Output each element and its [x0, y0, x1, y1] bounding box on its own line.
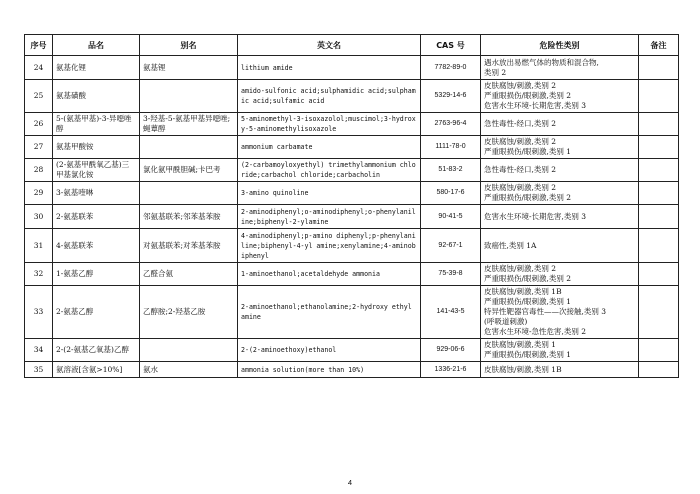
table-row [25, 286, 679, 339]
hazard-class-line: 遇水放出易燃气体的物质和混合物, [484, 57, 599, 67]
cas-cell: 929-06-6 [421, 339, 481, 362]
table-row [25, 113, 679, 136]
header-cas: CAS 号 [421, 35, 481, 56]
serial-cell: 33 [25, 286, 53, 339]
hazard-class-cell [481, 263, 639, 286]
alias-cell: 乙醛合氨 [140, 263, 238, 286]
chemicals-table [24, 34, 679, 378]
english-name-cell: (2-carbamoyloxyethyl) trimethylammonium chloride;carbachol chloride;carbacholin [238, 159, 421, 182]
hazard-class-line: 致癌性,类别 1A [484, 240, 537, 250]
name-cell: 2-氨基联苯 [53, 205, 140, 229]
name-cell: 氨基磺酸 [53, 80, 140, 113]
hazard-class-cell [481, 286, 639, 339]
cas-cell: 580-17-6 [421, 182, 481, 205]
table-row [25, 229, 679, 263]
hazard-class-line: 危害水生环境-急性危害,类别 2 [484, 327, 587, 336]
alias-cell: 对氨基联苯;对苯基苯胺 [140, 229, 238, 263]
serial-cell: 27 [25, 136, 53, 159]
hazard-class-line: 急性毒性-经口,类别 2 [484, 165, 557, 174]
name-cell: 3-氨基喹啉 [53, 182, 140, 205]
note-cell [639, 339, 679, 362]
english-name-cell: 2-(2-aminoethoxy)ethanol [238, 339, 421, 362]
table-row [25, 182, 679, 205]
cas-cell: 1111-78-0 [421, 136, 481, 159]
name-cell: 1-氨基乙醇 [53, 263, 140, 286]
cas-cell: 7782-89-0 [421, 56, 481, 80]
hazard-class-line: 皮肤腐蚀/刺激,类别 2 [484, 264, 557, 273]
english-name-cell: 1-aminoethanol;acetaldehyde ammonia [238, 263, 421, 286]
serial-cell: 24 [25, 56, 53, 80]
hazard-class-line: 特异性靶器官毒性——次接触,类别 3 [484, 307, 607, 316]
name-cell: 氨溶液[含氨>10%] [53, 362, 140, 378]
hazard-class-cell [481, 339, 639, 362]
note-cell [639, 286, 679, 339]
cas-cell: 75-39-8 [421, 263, 481, 286]
header-note: 备注 [639, 35, 679, 56]
alias-cell: 邻氨基联苯;邻苯基苯胺 [140, 205, 238, 229]
note-cell [639, 159, 679, 182]
alias-cell [140, 182, 238, 205]
hazard-class-line: (呼吸道刺激) [484, 317, 528, 326]
alias-cell: 氨水 [140, 362, 238, 378]
hazard-class-line: 严重眼损伤/眼刺激,类别 1 [484, 350, 572, 359]
hazard-class-line: 严重眼损伤/眼刺激,类别 2 [484, 274, 572, 283]
serial-cell: 29 [25, 182, 53, 205]
hazard-class-cell [481, 182, 639, 205]
note-cell [639, 113, 679, 136]
table-row [25, 56, 679, 80]
note-cell [639, 263, 679, 286]
name-cell: (2-氨基甲酰氧乙基)三甲基氯化铵 [53, 159, 140, 182]
note-cell [639, 56, 679, 80]
header-alias: 别名 [140, 35, 238, 56]
note-cell [639, 362, 679, 378]
alias-cell [140, 339, 238, 362]
english-name-cell: 3-amino quinoline [238, 182, 421, 205]
hazard-class-line: 急性毒性-经口,类别 2 [484, 119, 557, 128]
page-number: 4 [347, 478, 353, 487]
cas-cell: 141-43-5 [421, 286, 481, 339]
hazard-class-cell [481, 136, 639, 159]
alias-cell [140, 136, 238, 159]
name-cell: 氨基化锂 [53, 56, 140, 80]
hazard-class-line: 严重眼损伤/眼刺激,类别 2 [484, 193, 572, 202]
hazard-class-line: 严重眼损伤/眼刺激,类别 1 [484, 297, 572, 306]
table-row [25, 80, 679, 113]
hazard-class-cell [481, 80, 639, 113]
english-name-cell: lithium amide [238, 56, 421, 80]
hazard-class-line: 类别 2 [484, 67, 507, 77]
hazard-class-line: 皮肤腐蚀/刺激,类别 1B [484, 364, 562, 374]
hazard-class-line: 皮肤腐蚀/刺激,类别 1 [484, 340, 557, 349]
note-cell [639, 182, 679, 205]
table-row [25, 263, 679, 286]
serial-cell: 25 [25, 80, 53, 113]
serial-cell: 26 [25, 113, 53, 136]
hazard-class-cell [481, 229, 639, 263]
hazard-class-cell [481, 159, 639, 182]
alias-cell: 乙醇胺;2-羟基乙胺 [140, 286, 238, 339]
serial-cell: 31 [25, 229, 53, 263]
hazard-chemicals-table-page [24, 34, 678, 378]
header-english-name: 英文名 [238, 35, 421, 56]
hazard-class-cell [481, 205, 639, 229]
hazard-class-line: 皮肤腐蚀/刺激,类别 2 [484, 81, 557, 90]
table-row [25, 362, 679, 378]
name-cell: 2-(2-氨基乙氧基)乙醇 [53, 339, 140, 362]
english-name-cell: 5-aminomethyl-3-isoxazolol;muscimol;3-hydroxy-5-aminomethylisoxazole [238, 113, 421, 136]
alias-cell [140, 80, 238, 113]
english-name-cell: 2-aminoethanol;ethanolamine;2-hydroxy ethyl amine [238, 286, 421, 339]
name-cell: 4-氨基联苯 [53, 229, 140, 263]
cas-cell: 51-83-2 [421, 159, 481, 182]
table-row [25, 205, 679, 229]
alias-cell: 3-羟基-5-氨基甲基异噁唑;蝇蕈醇 [140, 113, 238, 136]
name-cell: 5-(氨基甲基)-3-异噁唑醇 [53, 113, 140, 136]
name-cell: 2-氨基乙醇 [53, 286, 140, 339]
table-row [25, 136, 679, 159]
cas-cell: 92-67-1 [421, 229, 481, 263]
serial-cell: 35 [25, 362, 53, 378]
hazard-class-cell [481, 56, 639, 80]
alias-cell: 氯化氨甲酰胆碱;卡巴考 [140, 159, 238, 182]
header-serial: 序号 [25, 35, 53, 56]
serial-cell: 28 [25, 159, 53, 182]
name-cell: 氨基甲酸铵 [53, 136, 140, 159]
note-cell [639, 80, 679, 113]
header-name: 品名 [53, 35, 140, 56]
table-row [25, 339, 679, 362]
cas-cell: 2763-96-4 [421, 113, 481, 136]
cas-cell: 5329-14-6 [421, 80, 481, 113]
hazard-class-cell [481, 362, 639, 378]
note-cell [639, 136, 679, 159]
hazard-class-cell [481, 113, 639, 136]
hazard-class-line: 危害水生环境-长期危害,类别 3 [484, 211, 587, 221]
table-row [25, 159, 679, 182]
table-header-row [25, 35, 679, 56]
hazard-class-line: 严重眼损伤/眼刺激,类别 1 [484, 147, 572, 156]
serial-cell: 30 [25, 205, 53, 229]
alias-cell: 氨基锂 [140, 56, 238, 80]
note-cell [639, 205, 679, 229]
english-name-cell: 2-aminodiphenyl;o-aminodiphenyl;o-phenylaniline;biphenyl-2-ylamine [238, 205, 421, 229]
cas-cell: 90-41-5 [421, 205, 481, 229]
english-name-cell: amido-sulfonic acid;sulphamidic acid;sulphamic acid;sulfamic acid [238, 80, 421, 113]
note-cell [639, 229, 679, 263]
serial-cell: 34 [25, 339, 53, 362]
hazard-class-line: 危害水生环境-长期危害,类别 3 [484, 101, 587, 110]
serial-cell: 32 [25, 263, 53, 286]
english-name-cell: 4-aminodiphenyl;p-amino diphenyl;p-phenylaniline;biphenyl-4-yl amine;xenylamine;4-aminobiphenyl [238, 229, 421, 263]
hazard-class-line: 严重眼损伤/眼刺激,类别 2 [484, 91, 572, 100]
hazard-class-line: 皮肤腐蚀/刺激,类别 2 [484, 137, 557, 146]
cas-cell: 1336-21-6 [421, 362, 481, 378]
hazard-class-line: 皮肤腐蚀/刺激,类别 1B [484, 287, 562, 296]
english-name-cell: ammonia solution(more than 10%) [238, 362, 421, 378]
english-name-cell: ammonium carbamate [238, 136, 421, 159]
header-hazard-class: 危险性类别 [481, 35, 639, 56]
hazard-class-line: 皮肤腐蚀/刺激,类别 2 [484, 183, 557, 192]
